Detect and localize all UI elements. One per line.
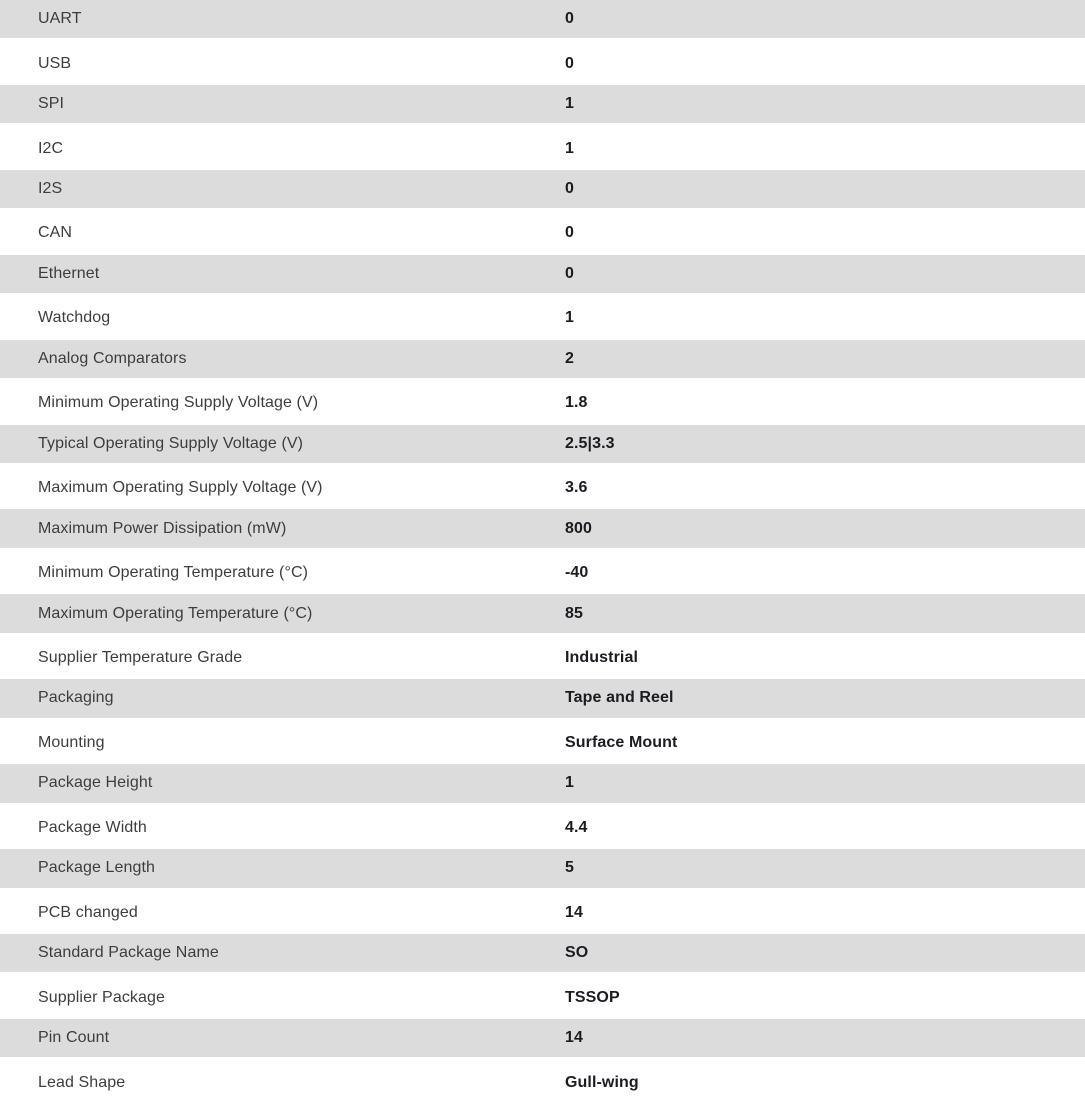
table-row — [0, 1061, 1085, 1103]
spec-label: Maximum Power Dissipation (mW) — [38, 520, 287, 537]
spec-label: Packaging — [38, 690, 114, 707]
table-row — [0, 0, 1085, 42]
spec-label: Watchdog — [38, 310, 111, 327]
spec-label: Package Width — [38, 819, 147, 836]
spec-label: USB — [38, 55, 72, 72]
spec-label: Supplier Package — [38, 989, 166, 1006]
spec-label: UART — [38, 11, 82, 28]
spec-label: Minimum Operating Temperature (°C) — [38, 565, 309, 582]
spec-value: -40 — [565, 565, 589, 582]
spec-value: 0 — [565, 55, 574, 72]
table-row — [0, 425, 1085, 467]
spec-value: 3.6 — [565, 480, 588, 497]
spec-label: Maximum Operating Supply Voltage (V) — [38, 480, 323, 497]
spec-label: Supplier Temperature Grade — [38, 650, 243, 667]
spec-value: SO — [565, 945, 589, 962]
table-row — [0, 212, 1085, 254]
spec-value: 2 — [565, 350, 574, 367]
spec-label: Package Length — [38, 860, 156, 877]
spec-value: Surface Mount — [565, 734, 678, 751]
spec-label: I2S — [38, 181, 63, 198]
table-row — [0, 764, 1085, 806]
spec-value: Industrial — [565, 650, 639, 667]
spec-label: Maximum Operating Temperature (°C) — [38, 605, 313, 622]
table-row — [0, 976, 1085, 1018]
spec-value: 1.8 — [565, 395, 588, 412]
table-row — [0, 255, 1085, 297]
spec-value: 1 — [565, 310, 574, 327]
table-row — [0, 42, 1085, 84]
spec-value: 5 — [565, 860, 574, 877]
spec-value: 2.5|3.3 — [565, 435, 615, 452]
spec-value: 0 — [565, 181, 574, 198]
spec-value: 0 — [565, 11, 574, 28]
table-row — [0, 127, 1085, 169]
table-row — [0, 1019, 1085, 1061]
spec-value: TSSOP — [565, 989, 620, 1006]
spec-label: Minimum Operating Supply Voltage (V) — [38, 395, 319, 412]
spec-label: Ethernet — [38, 265, 100, 282]
spec-label: PCB changed — [38, 904, 138, 921]
spec-label: Pin Count — [38, 1030, 110, 1047]
spec-value: Gull-wing — [565, 1074, 639, 1091]
spec-label: Standard Package Name — [38, 945, 219, 962]
spec-value: 4.4 — [565, 819, 588, 836]
spec-value: 14 — [565, 1030, 583, 1047]
table-row — [0, 594, 1085, 636]
spec-label: SPI — [38, 96, 65, 113]
table-row — [0, 679, 1085, 721]
spec-value: 0 — [565, 225, 574, 242]
spec-value: 800 — [565, 520, 592, 537]
table-row — [0, 509, 1085, 551]
table-row — [0, 849, 1085, 891]
table-row — [0, 637, 1085, 679]
table-row — [0, 340, 1085, 382]
spec-value: 0 — [565, 265, 574, 282]
spec-label: I2C — [38, 140, 64, 157]
spec-label: CAN — [38, 225, 73, 242]
spec-value: 1 — [565, 140, 574, 157]
spec-value: 1 — [565, 96, 574, 113]
table-row — [0, 85, 1085, 127]
table-row — [0, 467, 1085, 509]
table-row — [0, 934, 1085, 976]
spec-value: 85 — [565, 605, 583, 622]
table-row — [0, 722, 1085, 764]
spec-label: Typical Operating Supply Voltage (V) — [38, 435, 304, 452]
table-row — [0, 297, 1085, 339]
table-row — [0, 170, 1085, 212]
spec-value: Tape and Reel — [565, 690, 674, 707]
spec-label: Lead Shape — [38, 1074, 126, 1091]
spec-label: Package Height — [38, 775, 153, 792]
table-row — [0, 892, 1085, 934]
table-row — [0, 382, 1085, 424]
table-row — [0, 552, 1085, 594]
spec-label: Mounting — [38, 734, 105, 751]
table-row — [0, 807, 1085, 849]
spec-value: 14 — [565, 904, 583, 921]
spec-label: Analog Comparators — [38, 350, 187, 367]
spec-value: 1 — [565, 775, 574, 792]
